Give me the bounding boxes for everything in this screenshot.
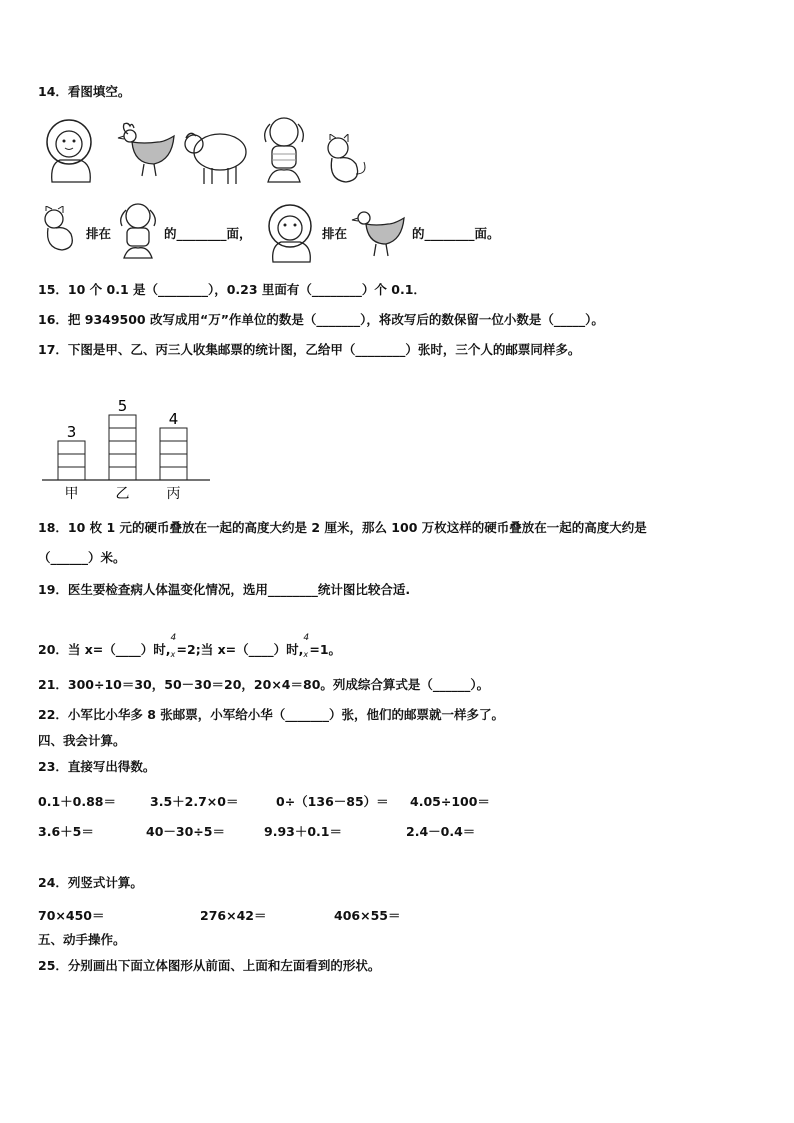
calc-item: 70×450＝ — [38, 908, 105, 923]
stamp-cell — [58, 441, 85, 454]
category-label: 丙 — [166, 486, 181, 502]
lion-icon — [38, 116, 100, 184]
category-label: 乙 — [115, 486, 130, 502]
bar-value-label: 5 — [117, 397, 128, 415]
section-5-heading: 五、动手操作。 — [38, 932, 126, 947]
calc-item: 2.4－0.4＝ — [406, 824, 476, 839]
q17: 17．下图是甲、乙、丙三人收集邮票的统计图，乙给甲（________）张时，三个人的邮票同样多。 — [38, 342, 581, 357]
q23: 23．直接写出得数。 — [38, 759, 156, 774]
calc-item: 276×42＝ — [200, 908, 267, 923]
q14-fill-text-4: 的________面。 — [412, 226, 500, 241]
q20-fraction-b-numerator: 4 — [303, 633, 310, 643]
q20-fraction-a-denominator: x — [170, 650, 176, 659]
bar-乙 — [109, 415, 136, 480]
bar-value-label: 4 — [168, 410, 179, 428]
calc-item: 406×55＝ — [334, 908, 401, 923]
calc-item: 0÷（136－85）＝ — [276, 794, 389, 809]
stamp-cell — [109, 415, 136, 428]
bar-甲 — [58, 441, 85, 480]
q20 — [38, 633, 342, 659]
category-label: 甲 — [64, 486, 79, 502]
cat-icon — [40, 206, 84, 254]
q19: 19．医生要检查病人体温变化情况，选用________统计图比较合适. — [38, 582, 411, 597]
bar-丙 — [160, 428, 187, 480]
hen-icon — [350, 206, 410, 258]
q18-line1: 18．10 枚 1 元的硬币叠放在一起的高度大约是 2 厘米，那么 100 万枚这样的硬币叠放在一起的高度大约是 — [38, 520, 647, 535]
q20-fraction-a-numerator: 4 — [170, 633, 177, 643]
q24: 24．列竖式计算。 — [38, 875, 143, 890]
stamp-cell — [109, 441, 136, 454]
q16: 16．把 9349500 改写成用“万”作单位的数是（_______），将改写后的数保留一位小数是（_____）。 — [38, 312, 604, 327]
q20-text-b: =2;当 x=（____）时, — [176, 642, 304, 657]
sheep-icon — [182, 122, 248, 186]
cat-icon — [322, 134, 370, 186]
q21: 21．300÷10＝30，50－30＝20，20×4＝80。列成综合算式是（______）。 — [38, 677, 490, 692]
q18-line2: （______）米。 — [38, 550, 126, 565]
q20-text-c: =1。 — [309, 642, 342, 657]
lion-icon — [260, 202, 322, 264]
stamp-chart — [38, 372, 218, 504]
bar-value-label: 3 — [66, 423, 77, 441]
stamp-cell — [160, 428, 187, 441]
q14-fill-text-3: 排在 — [322, 226, 348, 241]
stamp-cell — [109, 428, 136, 441]
q20-text-a: 20．当 x=（____）时, — [38, 642, 171, 657]
section-4-heading: 四、我会计算。 — [38, 733, 126, 748]
stamp-cell — [160, 454, 187, 467]
dog-icon — [116, 200, 160, 262]
stamp-cell — [160, 441, 187, 454]
q14-title: 14．看图填空。 — [38, 84, 131, 99]
q15: 15．10 个 0.1 是（________），0.23 里面有（________）个 0.1． — [38, 282, 426, 297]
stamp-cell — [109, 467, 136, 480]
calc-item: 9.93＋0.1＝ — [264, 824, 342, 839]
stamp-cell — [109, 454, 136, 467]
dog-icon — [258, 112, 314, 186]
calc-item: 4.05÷100＝ — [410, 794, 490, 809]
q22: 22．小军比小华多 8 张邮票，小军给小华（_______）张，他们的邮票就一样多了。 — [38, 707, 505, 722]
calc-item: 3.6＋5＝ — [38, 824, 94, 839]
q14-fill-text-2: 的________面， — [164, 226, 252, 241]
stamp-cell — [58, 467, 85, 480]
q20-fraction-b-denominator: x — [303, 650, 309, 659]
calc-item: 40－30÷5＝ — [146, 824, 225, 839]
calc-item: 0.1＋0.88＝ — [38, 794, 116, 809]
q14-fill-text-1: 排在 — [86, 226, 112, 241]
stamp-cell — [58, 454, 85, 467]
hen-icon — [114, 120, 180, 180]
calc-item: 3.5＋2.7×0＝ — [150, 794, 239, 809]
q25: 25．分别画出下面立体图形从前面、上面和左面看到的形状。 — [38, 958, 381, 973]
stamp-cell — [160, 467, 187, 480]
